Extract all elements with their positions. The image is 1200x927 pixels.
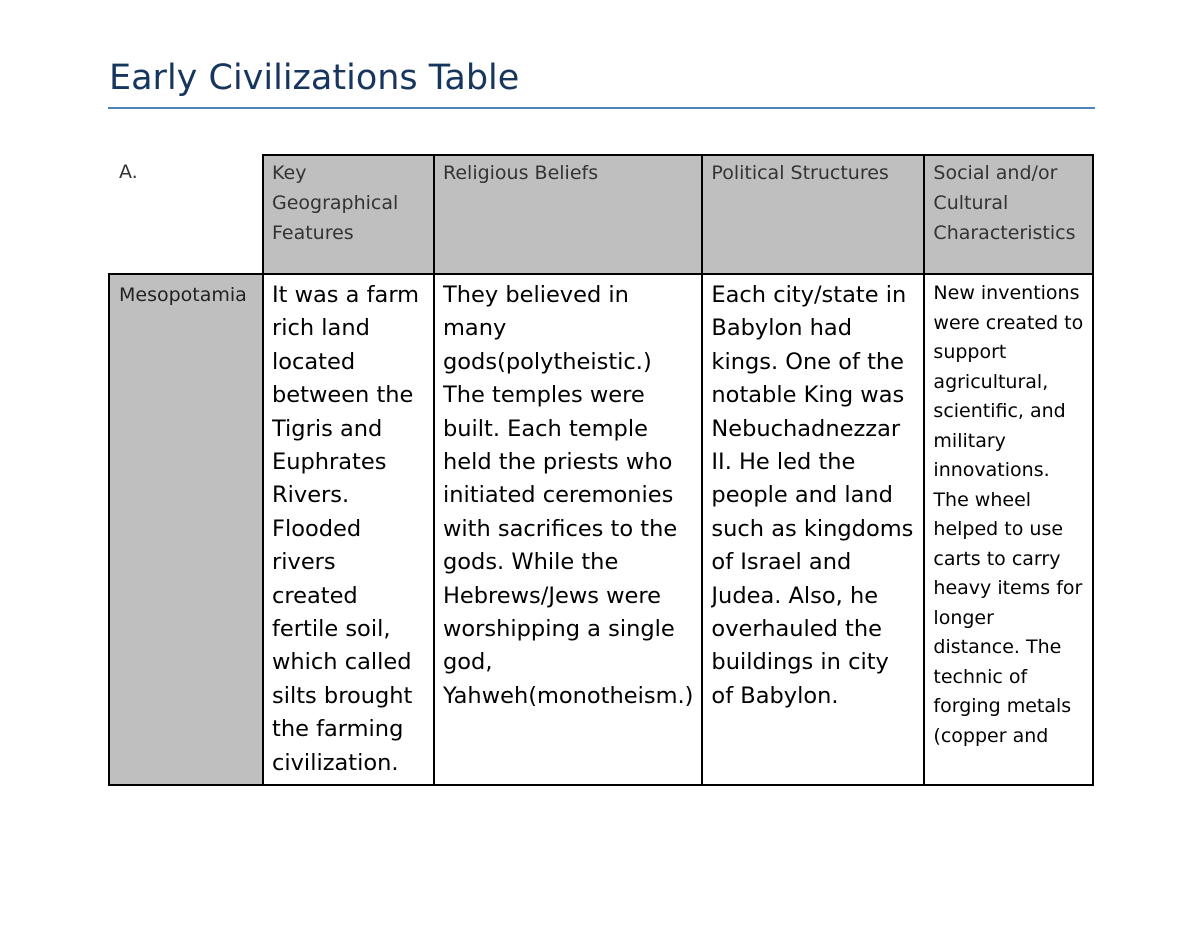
header-political-structures: Political Structures: [702, 155, 924, 274]
cell-religious-beliefs: [434, 274, 702, 785]
table-header-row: [109, 155, 1093, 274]
civilizations-table: [108, 154, 1094, 786]
cell-social-cultural: [924, 274, 1093, 785]
cell-text: It was a farm rich land located between the Tigris and Euphrates Rivers. Flooded rivers created fertile soil, which called silts brought the farming civilization.: [272, 282, 420, 776]
cell-geographical-features: [263, 274, 434, 785]
table-row: [109, 274, 1093, 785]
header-geographical-features: Key Geographical Features: [263, 155, 434, 274]
header-social-cultural: Social and/or Cultural Characteristics: [924, 155, 1093, 274]
cell-text: Each city/state in Babylon had kings. One of the notable King was Nebuchadnezzar II. He led the people and land such as kingdoms of Israel and Judea. Also, he overhauled the buildings in city of Babylon.: [711, 282, 914, 709]
cell-text: They believed in many gods(polytheistic.) The temples were built. Each temple held the priests who initiated ceremonies with sacrifices to the gods. While the Hebrews/Jews were worshipping a single god, Yahweh(monotheism.): [443, 282, 694, 709]
corner-label: A.: [109, 155, 263, 274]
header-religious-beliefs: Religious Beliefs: [434, 155, 702, 274]
civilizations-table-container: [108, 154, 1094, 786]
row-label-mesopotamia: Mesopotamia: [109, 274, 263, 785]
cell-text: New inventions were created to support agricultural, scientific, and military innovations. The wheel helped to use carts to carry heavy items for longer distance. The technic of forging metals (copper and: [933, 282, 1084, 747]
title-underline: [108, 107, 1095, 109]
cell-political-structures: [702, 274, 924, 785]
page-title: Early Civilizations Table: [109, 58, 520, 98]
